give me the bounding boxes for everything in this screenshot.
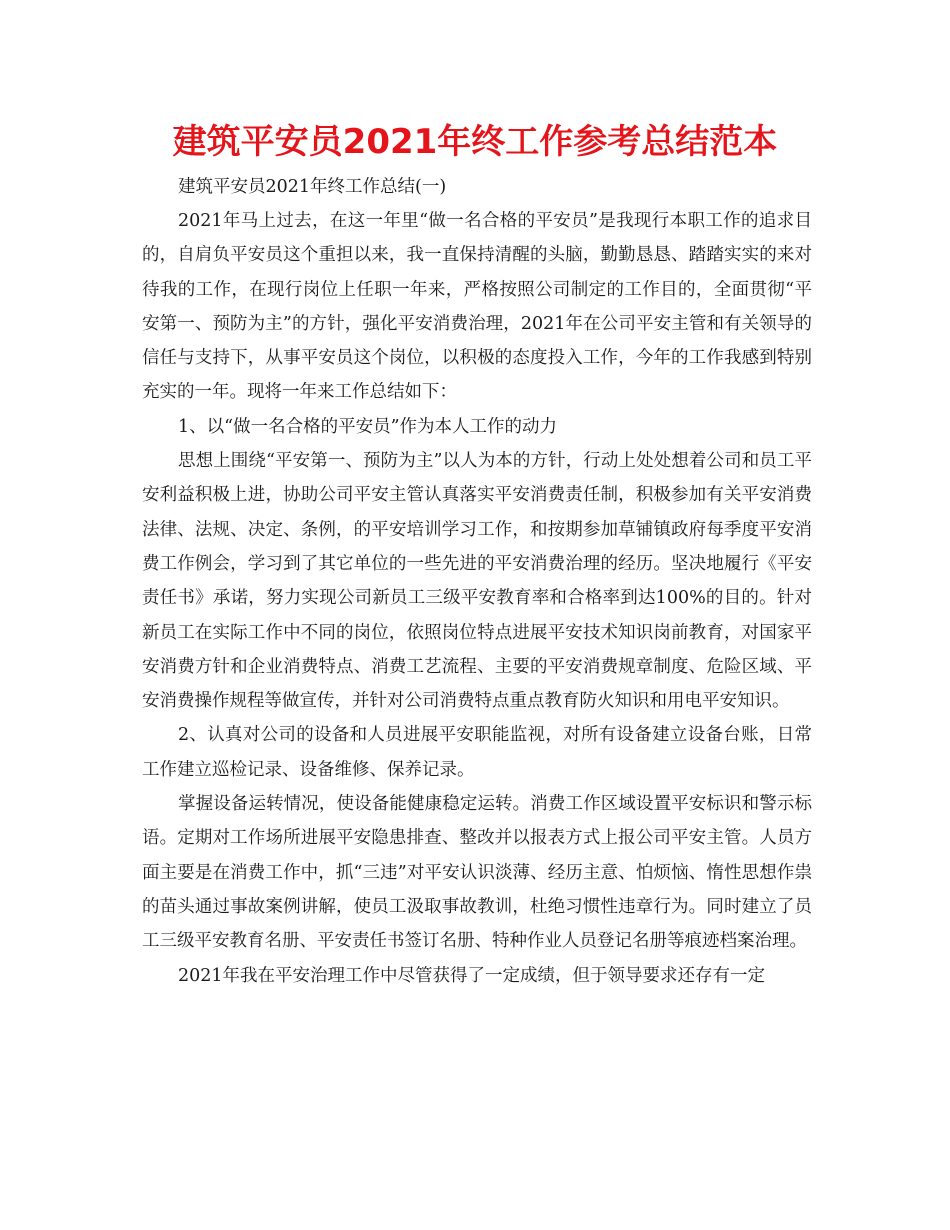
document-subtitle: 建筑平安员2021年终工作总结(一) bbox=[178, 177, 447, 197]
document-body bbox=[142, 170, 812, 993]
paragraph-equipment: 掌握设备运转情况，使设备能健康稳定运转。消费工作区域设置平安标识和警示标语。定期对工作场所进展平安隐患排查、整改并以报表方式上报公司平安主管。人员方面主要是在消费工作中，抓“三违”对平安认识淡薄、经历主意、怕烦恼、惰性思想作祟的苗头通过事故案例讲解，使员工汲取事故教训，杜绝习惯性违章行为。同时建立了员工三级平安教育名册、平安责任书签订名册、特种作业人员登记名册等痕迹档案治理。 bbox=[142, 794, 812, 952]
paragraph-heading-2: 2、认真对公司的设备和人员进展平安职能监视，对所有设备建立设备台账，日常工作建立巡检记录、设备维修、保养记录。 bbox=[142, 725, 812, 780]
paragraph-intro: 2021年马上过去，在这一年里“做一名合格的平安员”是我现行本职工作的追求目的，自肩负平安员这个重担以来，我一直保持清醒的头脑，勤勤恳恳、踏踏实实的来对待我的工作，在现行岗位上任职一年来，严格按照公司制定的工作目的，全面贯彻“平安第一、预防为主”的方针，强化平安消费治理，2021年在公司平安主管和有关领导的信任与支持下，从事平安员这个岗位，以积极的态度投入工作，今年的工作我感到特别充实的一年。现将一年来工作总结如下： bbox=[142, 211, 812, 403]
paragraph-closing: 2021年我在平安治理工作中尽管获得了一定成绩，但于领导要求还存有一定 bbox=[178, 965, 766, 986]
document-title: 建筑平安员2021年终工作参考总结范本 bbox=[172, 122, 778, 162]
paragraph-heading-1: 1、以“做一名合格的平安员”作为本人工作的动力 bbox=[178, 416, 558, 437]
paragraph-training: 思想上围绕“平安第一、预防为主”以人为本的方针，行动上处处想着公司和员工平安利益积极上进，协助公司平安主管认真落实平安消费责任制，积极参加有关平安消费法律、法规、决定、条例，的平安培训学习工作，和按期参加草铺镇政府每季度平安消费工作例会，学习到了其它单位的一些先进的平安消费治理的经历。坚决地履行《平安责任书》承诺，努力实现公司新员工三级平安教育率和合格率到达100%的目的。针对新员工在实际工作中不同的岗位，依照岗位特点进展平安技术知识岗前教育，对国家平安消费方针和企业消费特点、消费工艺流程、主要的平安消费规章制度、危险区域、平安消费操作规程等做宣传，并针对公司消费特点重点教育防火知识和用电平安知识。 bbox=[142, 451, 812, 712]
